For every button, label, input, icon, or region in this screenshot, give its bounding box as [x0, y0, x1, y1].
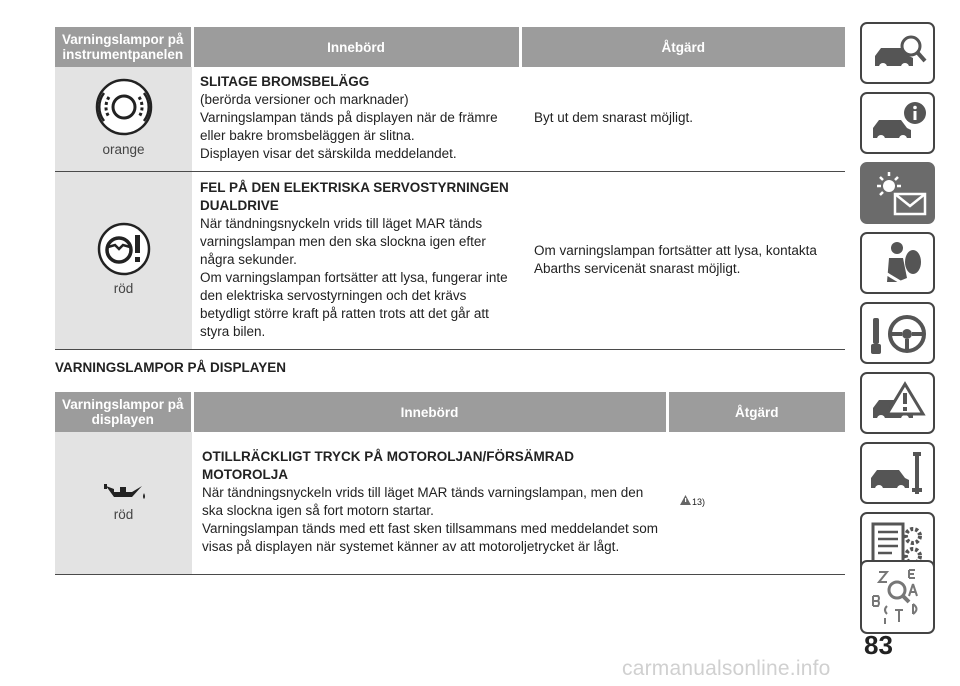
header-meaning: Innebörd: [192, 392, 667, 432]
action-cell: Om varningslampan fortsätter att lysa, kontakta Abarths servicenät snarast möjligt.: [520, 172, 845, 350]
row-text: När tändningsnyckeln vrids till läget MAR tänds varningslampan, men den ska slockna igen så fort motorn startar.: [202, 484, 644, 518]
watermark: carmanualsonline.info: [622, 657, 831, 680]
warning-lights-instrument-table: [55, 27, 845, 350]
tab-index[interactable]: [860, 560, 935, 634]
row-text: Displayen visar det särskilda meddelandet.: [200, 146, 457, 161]
lamp-cell: [55, 432, 192, 574]
row-text: Varningslampan tänds med ett fast sken tillsammans med meddelandet som visas på displayen när systemet känner av att motoroljetrycket är lågt.: [202, 520, 658, 554]
tab-safety[interactable]: [860, 232, 935, 294]
lamp-color-label: orange: [102, 142, 145, 157]
row-text: När tändningsnyckeln vrids till läget MAR tänds varningslampan men den ska slockna igen efter några sekunder.: [200, 215, 486, 267]
tab-maintenance[interactable]: [860, 442, 935, 504]
emergency-car-icon: [867, 378, 929, 430]
table-header-row: [55, 392, 845, 432]
table-header-row: [55, 27, 845, 67]
row-text: Om varningslampan fortsätter att lysa, fungerar inte den elektriska servostyrningen och det krävs betydligt större kraft på ratten trots att det går att styra bilen.: [200, 269, 508, 339]
warning-lights-display-table: [55, 392, 845, 575]
tab-emergency[interactable]: [860, 372, 935, 434]
table-row: [55, 67, 845, 172]
power-steering-fault-icon: [97, 222, 151, 276]
row-title: FEL PÅ DEN ELEKTRISKA SERVOSTYRNINGEN DUALDRIVE: [200, 179, 509, 213]
header-action: Åtgärd: [520, 27, 845, 67]
oil-pressure-icon: [102, 480, 146, 502]
table-row: [55, 432, 845, 574]
row-text: (berörda versioner och marknader): [200, 92, 409, 107]
page-number: 83: [864, 630, 893, 660]
header-lamp: Varningslampor på displayen: [55, 392, 192, 432]
table-row: [55, 172, 845, 350]
header-lamp: Varningslampor på instrumentpanelen: [55, 27, 192, 67]
tab-starting-driving[interactable]: [860, 302, 935, 364]
action-cell: [667, 432, 845, 574]
meaning-cell: [192, 67, 520, 172]
tab-warning-lights[interactable]: [860, 162, 935, 224]
warning-triangle-icon: [679, 494, 692, 506]
row-text: Varningslampan tänds på displayen när de främre eller bakre bromsbeläggen är slitna.: [200, 110, 498, 143]
car-info-icon: [867, 98, 929, 150]
footnote-ref: 13): [692, 497, 706, 508]
meaning-cell: [192, 432, 667, 574]
airbag-passenger-icon: [867, 238, 929, 290]
row-title: OTILLRÄCKLIGT TRYCK PÅ MOTOROLJAN/FÖRSÄMRAD MOTOROLJA: [202, 448, 574, 482]
lamp-color-label: röd: [113, 506, 134, 522]
lamp-cell: [55, 172, 192, 350]
section-heading: VARNINGSLAMPOR PÅ DISPLAYEN: [55, 360, 287, 375]
header-action: Åtgärd: [667, 392, 845, 432]
car-maintenance-icon: [867, 448, 929, 500]
tab-car-search[interactable]: [860, 22, 935, 84]
lamp-cell: [55, 67, 192, 172]
tab-car-info[interactable]: [860, 92, 935, 154]
car-search-icon: [867, 28, 929, 80]
brake-pad-wear-icon: [94, 77, 154, 137]
header-meaning: Innebörd: [192, 27, 520, 67]
lamp-color-label: röd: [113, 280, 134, 296]
warning-light-message-icon: [867, 168, 929, 220]
action-cell: Byt ut dem snarast möjligt.: [520, 67, 845, 172]
meaning-cell: [192, 172, 520, 350]
alphabetical-index-icon: [867, 566, 929, 630]
steering-wheel-key-icon: [867, 308, 929, 360]
row-title: SLITAGE BROMSBELÄGG: [200, 74, 370, 89]
